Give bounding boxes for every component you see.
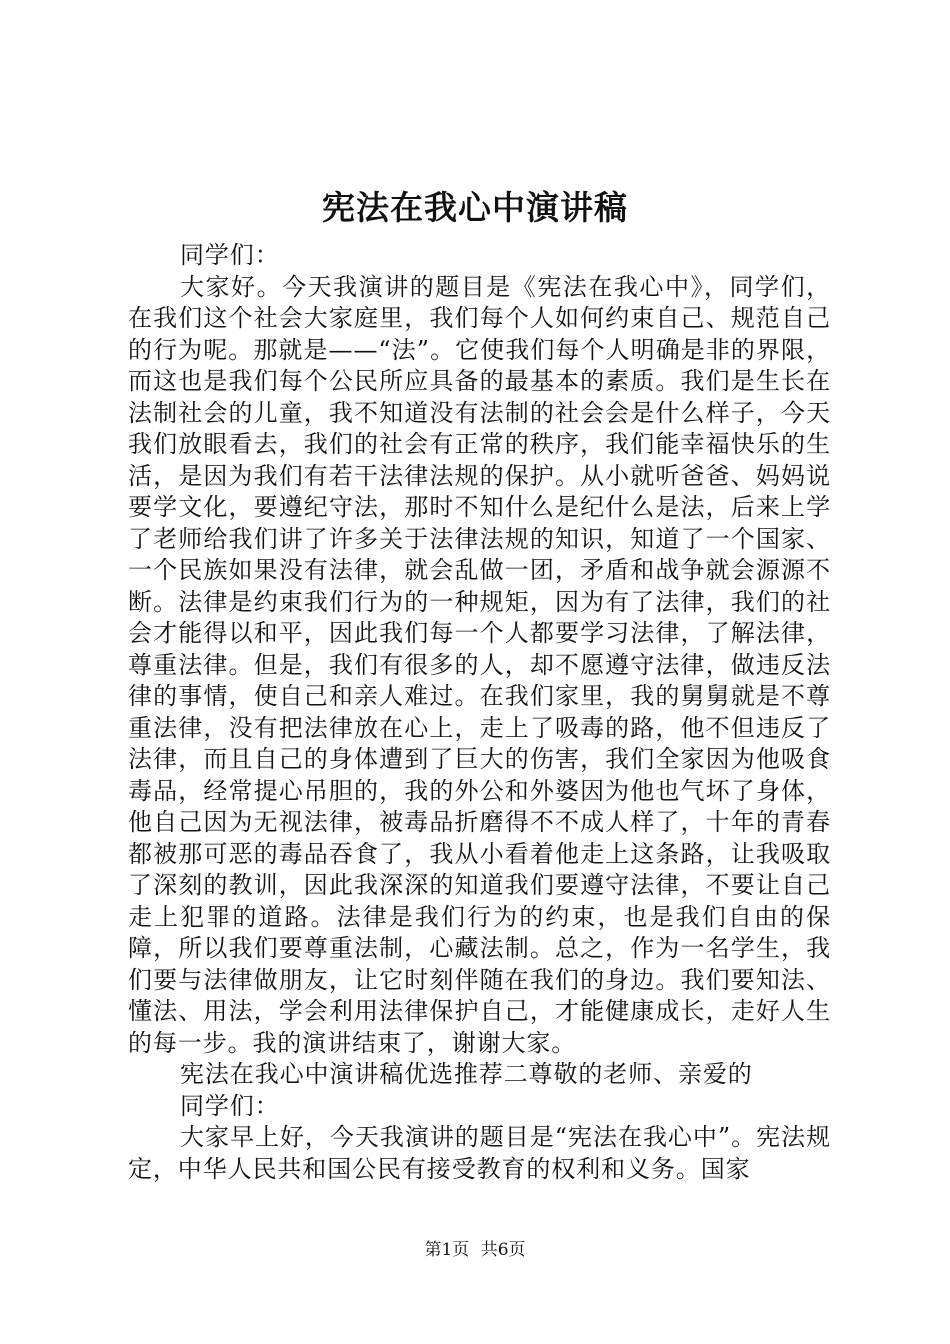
section-heading-paragraph: 宪法在我心中演讲稿优选推荐二尊敬的老师、亲爱的: [180, 1060, 753, 1088]
speech-paragraph-1: 大家好。今天我演讲的题目是《宪法在我心中》，同学们，在我们这个社会大家庭里，我们每个人如何约束自己、规范自己的行为呢。那就是——“法”。它使我们每个人明确是非的界限，而这也是我们每个公民所应具备的最基本的素质。我们是生长在法制社会的儿童，我不知道没有法制的社会会是什么样子，今天我们放眼看去，我们的社会有正常的秩序，我们能幸福快乐的生活，是因为我们有若干法律法规的保护。从小就听爸爸、妈妈说要学文化，要遵纪守法，那时不知什么是纪什么是法，后来上学了老师给我们讲了许多关于法律法规的知识，知道了一个国家、一个民族如果没有法律，就会乱做一团，矛盾和战争就会源源不断。法律是约束我们行为的一种规矩，因为有了法律，我们的社会才能得以和平，因此我们每一个人都要学习法律，了解法律，尊重法律。但是，我们有很多的人，却不愿遵守法律，做违反法律的事情，使自己和亲人难过。在我们家里，我的舅舅就是不尊重法律，没有把法律放在心上，走上了吸毒的路，他不但违反了法律，而且自己的身体遭到了巨大的伤害，我们全家因为他吸食毒品，经常提心吊胆的，我的外公和外婆因为他也气坏了身体，他自己因为无视法律，被毒品折磨得不不成人样了，十年的青春都被那可恶的毒品吞食了，我从小看着他走上这条路，让我吸取了深刻的教训，因此我深深的知道我们要遵守法律，不要让自己走上犯罪的道路。法律是我们行为的约束，也是我们自由的保障，所以我们要尊重法制，心藏法制。总之，作为一名学生，我们要与法律做朋友，让它时刻伴随在我们的身边。我们要知法、懂法、用法，学会利用法律保护自己，才能健康成长，走好人生的每一步。我的演讲结束了，谢谢大家。: [128, 272, 831, 1057]
page-footer: [0, 1238, 950, 1262]
speech-paragraph-2: 大家早上好，今天我演讲的题目是“宪法在我心中”。宪法规定，中华人民共和国公民有接受教育的权利和义务。国家: [128, 1123, 831, 1183]
salutation-paragraph-2: 同学们：: [180, 1091, 280, 1120]
document-body: [128, 240, 831, 1185]
document-title: 宪法在我心中演讲稿: [322, 188, 628, 227]
salutation-paragraph: 同学们：: [180, 241, 280, 269]
page-number-current: 第1页: [424, 1240, 470, 1260]
page-number-total: 共6页: [480, 1240, 526, 1260]
